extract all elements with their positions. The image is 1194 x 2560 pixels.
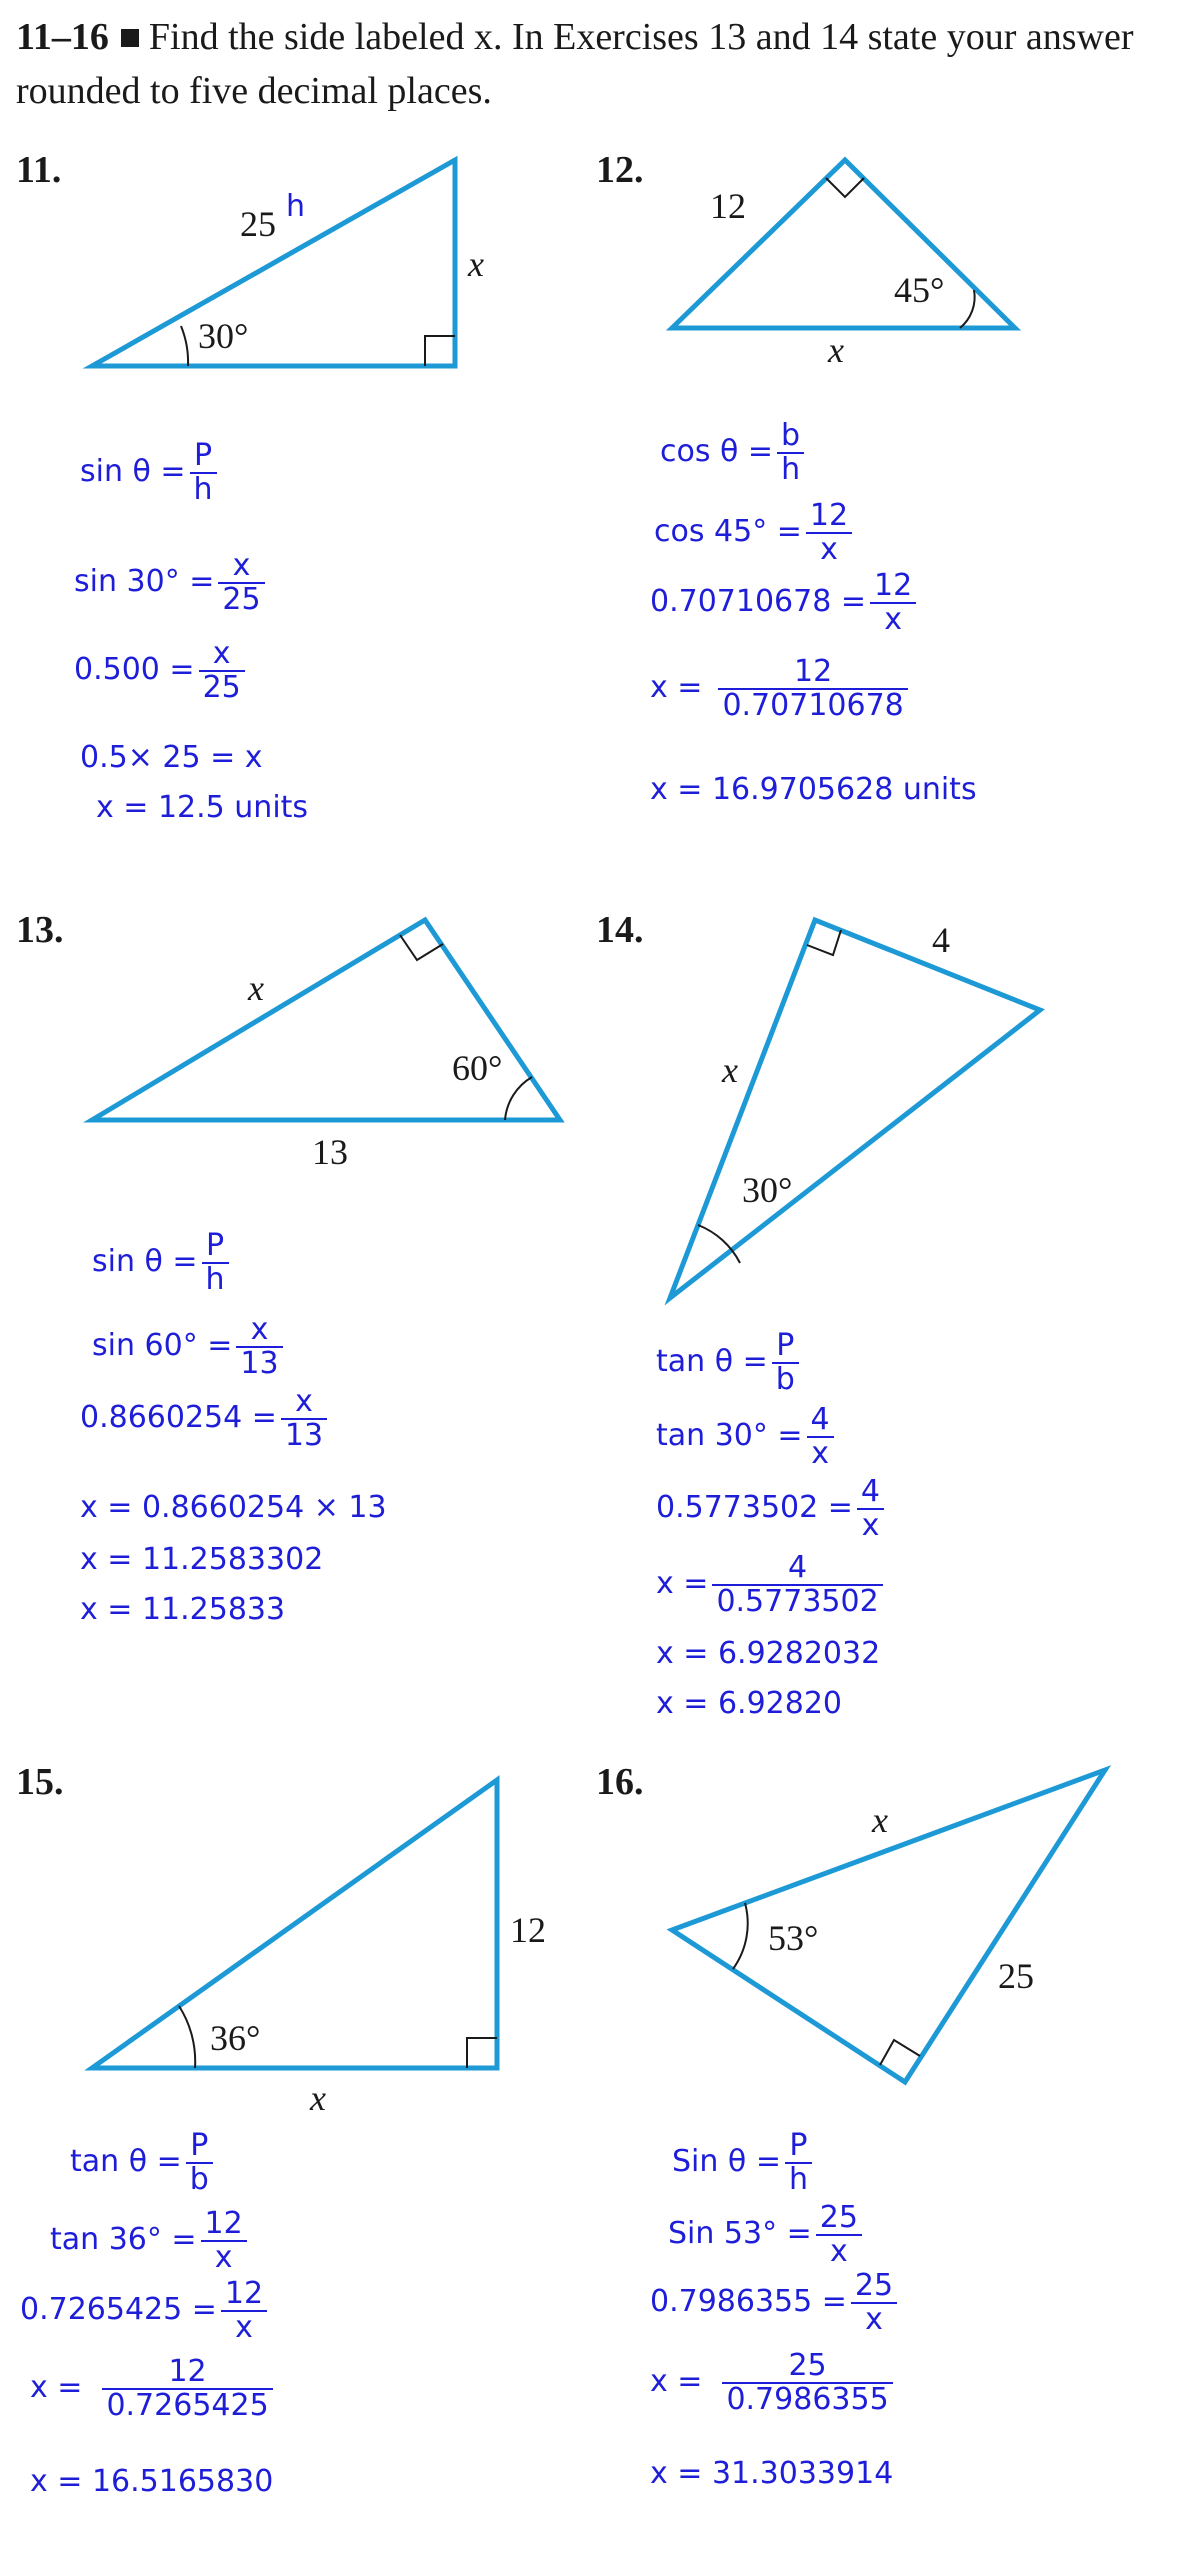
angle-arc [960, 290, 975, 328]
work-line: tan 36° = [50, 2222, 197, 2257]
work-line: tan θ = [656, 1344, 768, 1379]
hyp-label: 13 [312, 1132, 348, 1172]
fraction: $\frac{x}{25}$ [218, 550, 264, 615]
work-line: tan 30° = [656, 1418, 803, 1453]
work-answer: x = 11.25833 [80, 1592, 286, 1627]
work-line: tan θ = [70, 2144, 182, 2179]
exercise-15-triangle [80, 1760, 580, 2120]
angle-label: 30° [198, 316, 249, 356]
right-angle-marker [880, 2040, 920, 2065]
instructions-text: Find the side labeled x. In Exercises 13 and 14 state your answer rounded to five decimal places. [16, 16, 1134, 112]
hyp-label: x [872, 1800, 888, 1840]
work-answer: x = 16.9705628 units [650, 772, 977, 807]
fraction: $\frac{4}{x}$ [857, 1476, 884, 1541]
fraction: $\frac{P}{b}$ [772, 1330, 799, 1395]
work-line: sin θ = [92, 1244, 198, 1279]
fraction: $\frac{P}{b}$ [186, 2130, 213, 2195]
exercise-14-number: 14. [596, 909, 644, 951]
work-line: x = 6.9282032 [656, 1636, 881, 1671]
opp-label: 25 [998, 1956, 1034, 1996]
work-answer: x = 6.92820 [656, 1686, 843, 1721]
hyp-label: x [828, 330, 844, 370]
fraction: $\frac{4}{0.5773502}$ [712, 1552, 882, 1617]
work-answer: x = 16.5165830 [30, 2464, 274, 2499]
work-line: 0.5× 25 = x [80, 740, 263, 775]
work-answer: x = 31.3033914 [650, 2456, 894, 2491]
angle-arc [181, 326, 188, 366]
angle-label: 45° [894, 270, 945, 310]
exercise-12-number: 12. [596, 149, 644, 191]
work-line: 0.7265425 = [20, 2292, 217, 2327]
fraction: $\frac{12}{0.7265425}$ [102, 2356, 272, 2421]
exercise-16-number: 16. [596, 1761, 644, 1803]
adj-label: x [310, 2078, 326, 2118]
fraction: $\frac{12}{x}$ [201, 2208, 247, 2273]
side-label: x [248, 968, 264, 1008]
work-line: sin θ = [80, 454, 186, 489]
fraction: $\frac{12}{x}$ [221, 2278, 267, 2343]
fraction: $\frac{25}{x}$ [816, 2202, 862, 2267]
angle-arc [179, 2006, 195, 2068]
exercise-13-number: 13. [16, 909, 64, 951]
hyp-label: 25 [240, 204, 276, 244]
angle-label: 36° [210, 2018, 261, 2058]
right-angle-marker [425, 336, 455, 366]
work-line: x = [656, 1566, 709, 1601]
exercise-11-number: 11. [16, 149, 62, 191]
exercise-11-triangle [80, 148, 500, 388]
fraction: $\frac{12}{x}$ [870, 570, 916, 635]
fraction: $\frac{4}{x}$ [807, 1404, 834, 1469]
work-line: 0.7986355 = [650, 2284, 847, 2319]
opp-label: 4 [932, 920, 950, 960]
fraction: $\frac{b}{h}$ [777, 420, 804, 485]
angle-arc [733, 1903, 748, 1969]
leg-label: 12 [710, 186, 746, 226]
hyp-note: h [286, 189, 306, 224]
work-line: x = [650, 2364, 703, 2399]
angle-label: 53° [768, 1918, 819, 1958]
fraction: $\frac{P}{h}$ [190, 440, 217, 505]
side-label: x [468, 244, 484, 284]
exercise-12-triangle [650, 140, 1050, 380]
work-line: 0.5773502 = [656, 1490, 853, 1525]
work-line: Sin θ = [672, 2144, 781, 2179]
work-line: cos θ = [660, 434, 774, 469]
right-angle-marker [467, 2038, 497, 2068]
exercise-range: 11–16 [16, 16, 109, 58]
work-line: x = 0.8660254 × 13 [80, 1490, 387, 1525]
work-answer: x = 12.5 units [96, 790, 309, 825]
fraction: $\frac{12}{x}$ [806, 500, 852, 565]
work-line: 0.500 = [74, 652, 195, 687]
right-angle-marker [826, 178, 864, 197]
work-line: 0.8660254 = [80, 1400, 277, 1435]
work-line: Sin 53° = [668, 2216, 812, 2251]
fraction: $\frac{x}{13}$ [281, 1386, 327, 1451]
opp-label: 12 [510, 1910, 546, 1950]
fraction: $\frac{P}{h}$ [202, 1230, 229, 1295]
fraction: $\frac{x}{25}$ [199, 638, 245, 703]
angle-label: 30° [742, 1170, 793, 1210]
angle-arc [505, 1077, 532, 1120]
work-line: x = [650, 670, 703, 705]
angle-label: 60° [452, 1048, 503, 1088]
exercise-13-triangle [80, 900, 580, 1180]
work-line: sin 30° = [74, 564, 215, 599]
side-label: x [722, 1050, 738, 1090]
work-line: 0.70710678 = [650, 584, 866, 619]
work-line: x = 11.2583302 [80, 1542, 324, 1577]
work-line: x = [30, 2370, 83, 2405]
fraction: $\frac{25}{x}$ [851, 2270, 897, 2335]
fraction: $\frac{x}{13}$ [236, 1314, 282, 1379]
work-line: sin 60° = [92, 1328, 233, 1363]
exercise-instructions [16, 10, 1176, 118]
fraction: $\frac{P}{h}$ [785, 2130, 812, 2195]
fraction: $\frac{25}{0.7986355}$ [722, 2350, 892, 2415]
exercise-16-triangle [650, 1740, 1130, 2120]
exercise-14-triangle [650, 900, 1070, 1320]
bullet-square-icon [121, 29, 139, 47]
fraction: $\frac{12}{0.70710678}$ [718, 656, 907, 721]
exercise-15-number: 15. [16, 1761, 64, 1803]
work-line: cos 45° = [654, 514, 802, 549]
